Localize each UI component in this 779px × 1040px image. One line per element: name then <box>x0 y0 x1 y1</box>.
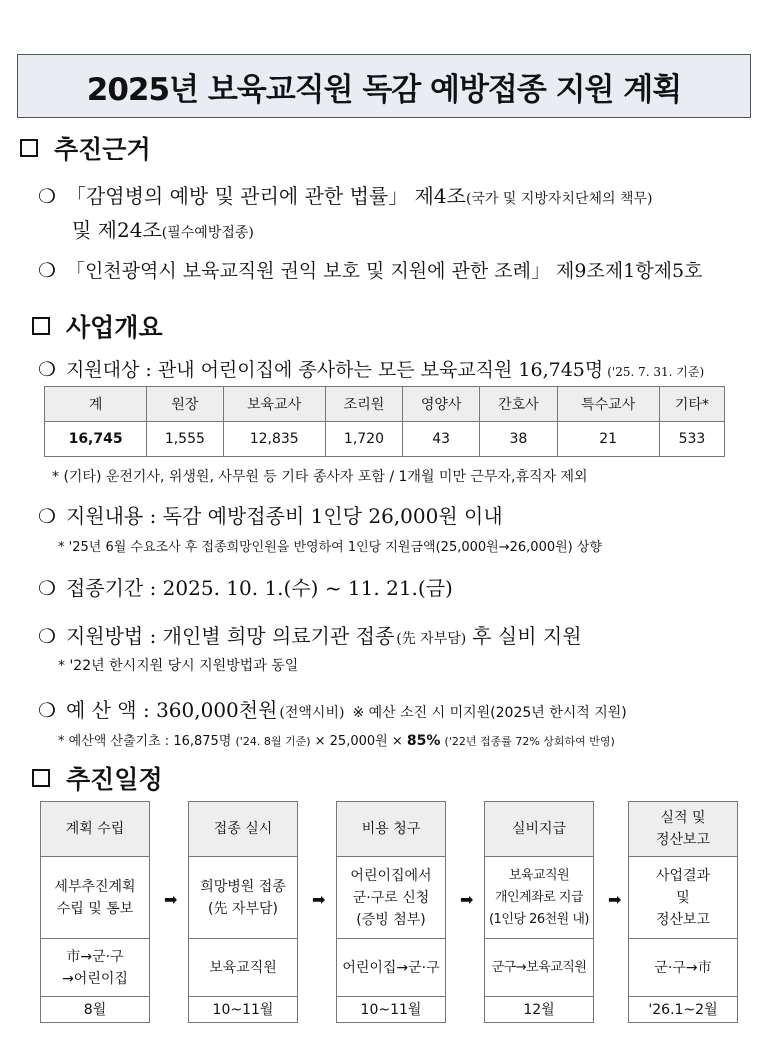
target-text: 지원대상 : 관내 어린이집에 종사하는 모든 보육교직원 16,745명 <box>65 359 604 381</box>
circle-bullet-icon: ❍ <box>38 576 56 600</box>
flow-step-detail: 어린이집에서 군·구로 신청 (증빙 첨부) <box>336 857 446 939</box>
flow-step-detail: 희망병원 접종 (先 자부담) <box>188 857 298 939</box>
budget-note-pct: 85% <box>406 733 441 749</box>
table-header-cell: 원장 <box>147 387 223 422</box>
flow-step-actor: 군구→보육교직원 <box>484 939 594 997</box>
basis-item-1-text: 「감염병의 예방 및 관리에 관한 법률」 제4조 <box>65 184 466 208</box>
flow-step-title: 실적 및 정산보고 <box>628 801 738 857</box>
table-cell: 43 <box>403 422 480 457</box>
flow-step-2 <box>188 801 298 1023</box>
table-header-cell: 간호사 <box>480 387 557 422</box>
table-header-row <box>45 387 725 422</box>
budget-extra: ※ 예산 소진 시 미지원(2025년 한시적 지원) <box>352 705 627 721</box>
basis-item-1b-text: 및 제24조 <box>72 218 162 242</box>
table-cell: 21 <box>557 422 659 457</box>
flow-step-title: 접종 실시 <box>188 801 298 857</box>
table-row <box>45 422 725 457</box>
section-schedule-title: 추진일정 <box>66 765 163 794</box>
budget-text: 예 산 액 : 360,000천원 <box>65 698 278 722</box>
table-header-cell: 보육교사 <box>223 387 325 422</box>
flow-step-detail: 세부추진계획 수립 및 통보 <box>40 857 150 939</box>
table-cell: 1,720 <box>325 422 402 457</box>
flow-step-4 <box>484 801 594 1023</box>
period-line <box>38 572 453 601</box>
circle-bullet-icon: ❍ <box>38 624 56 648</box>
table-cell: 1,555 <box>147 422 223 457</box>
target-date: ('25. 7. 31. 기준) <box>607 365 705 379</box>
target-line <box>38 355 704 382</box>
flow-step-actor: 보육교직원 <box>188 939 298 997</box>
table-cell: 533 <box>659 422 724 457</box>
arrow-right-icon: ➡ <box>460 890 474 909</box>
section-overview <box>32 308 163 344</box>
table-cell-total: 16,745 <box>45 422 147 457</box>
circle-bullet-icon: ❍ <box>38 258 56 282</box>
method-text-a: 지원방법 : 개인별 희망 의료기관 접종 <box>65 624 395 648</box>
basis-item-2-text: 「인천광역시 보육교직원 권익 보호 및 지원에 관한 조례」 제9조제1항제5호 <box>65 260 703 282</box>
arrow-right-icon: ➡ <box>164 890 178 909</box>
circle-bullet-icon: ❍ <box>38 184 56 208</box>
flow-step-5 <box>628 801 738 1023</box>
flow-step-1 <box>40 801 150 1023</box>
flow-step-actor: 군·구→市 <box>628 939 738 997</box>
arrow-right-icon: ➡ <box>608 890 622 909</box>
content-text: 지원내용 : 독감 예방접종비 1인당 26,000원 이내 <box>65 504 503 528</box>
table-header-cell: 계 <box>45 387 147 422</box>
title-box <box>17 54 751 118</box>
content-note: * '25년 6월 수요조사 후 접종희망인원을 반영하여 1인당 지원금액(25,000원→26,000원) 상향 <box>58 540 602 555</box>
budget-line <box>38 694 627 723</box>
table-header-cell: 기타* <box>659 387 724 422</box>
flow-step-when: 8월 <box>40 997 150 1023</box>
budget-note-c: × 25,000원 × <box>314 734 403 749</box>
content-line <box>38 500 503 529</box>
basis-item-1b <box>72 214 254 243</box>
budget-note <box>58 730 615 749</box>
section-basis-title: 추진근거 <box>54 135 151 164</box>
checkbox-square-icon <box>20 139 38 157</box>
flow-step-when: 12월 <box>484 997 594 1023</box>
section-schedule <box>32 760 163 796</box>
target-note: * (기타) 운전기사, 위생원, 사무원 등 기타 종사자 포함 / 1개월 미만 근무자,휴직자 제외 <box>52 469 588 485</box>
circle-bullet-icon: ❍ <box>38 357 56 381</box>
flow-step-title: 계획 수립 <box>40 801 150 857</box>
period-text: 접종기간 : 2025. 10. 1.(수) ~ 11. 21.(금) <box>65 576 453 600</box>
budget-sub: (전액시비) <box>279 705 345 721</box>
method-note: * '22년 한시지원 당시 지원방법과 동일 <box>58 658 299 674</box>
basis-item-1 <box>38 180 653 209</box>
flow-step-title: 비용 청구 <box>336 801 446 857</box>
method-line <box>38 620 582 649</box>
budget-note-b: ('24. 8월 기준) <box>235 735 311 748</box>
basis-item-1b-sub: (필수예방접종) <box>161 225 254 241</box>
method-sub: (先 자부담) <box>396 631 467 647</box>
section-overview-title: 사업개요 <box>66 313 163 342</box>
basis-item-2 <box>38 256 702 283</box>
arrow-right-icon: ➡ <box>312 890 326 909</box>
table-header-cell: 조리원 <box>325 387 402 422</box>
flow-step-when: 10~11월 <box>188 997 298 1023</box>
budget-note-d: ('22년 접종률 72% 상회하여 반영) <box>444 735 615 748</box>
flow-step-when: 10~11월 <box>336 997 446 1023</box>
flow-step-when: '26.1~2월 <box>628 997 738 1023</box>
staff-table <box>44 386 725 457</box>
method-text-b: 후 실비 지원 <box>472 624 582 648</box>
section-basis <box>20 130 151 166</box>
table-cell: 12,835 <box>223 422 325 457</box>
page-title: 2025년 보육교직원 독감 예방접종 지원 계획 <box>86 71 682 108</box>
flow-step-detail: 보육교직원 개인계좌로 지급 (1인당 26천원 내) <box>484 857 594 939</box>
circle-bullet-icon: ❍ <box>38 698 56 722</box>
table-cell: 38 <box>480 422 557 457</box>
circle-bullet-icon: ❍ <box>38 504 56 528</box>
flow-step-detail: 사업결과 및 정산보고 <box>628 857 738 939</box>
flow-step-actor: 어린이집→군·구 <box>336 939 446 997</box>
flow-step-actor: 市→군·구 →어린이집 <box>40 939 150 997</box>
checkbox-square-icon <box>32 317 50 335</box>
basis-item-1-sub: (국가 및 지방자치단체의 책무) <box>465 191 653 207</box>
table-header-cell: 영양사 <box>403 387 480 422</box>
table-header-cell: 특수교사 <box>557 387 659 422</box>
flow-step-title: 실비지급 <box>484 801 594 857</box>
flow-step-3 <box>336 801 446 1023</box>
checkbox-square-icon <box>32 769 50 787</box>
budget-note-a: * 예산액 산출기초 : 16,875명 <box>58 734 232 749</box>
